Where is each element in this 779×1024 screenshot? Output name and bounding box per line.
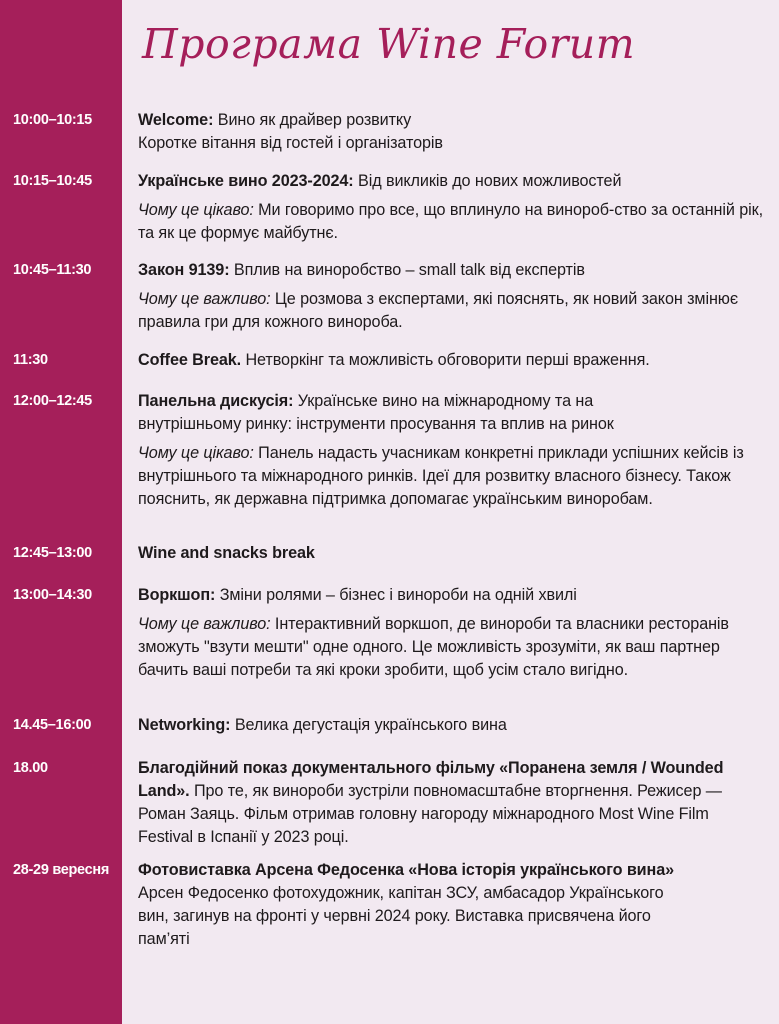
item-why-label: Чому це цікаво: xyxy=(138,201,254,219)
item-content xyxy=(138,349,766,372)
item-heading-rest: Велика дегустація українського вина xyxy=(230,716,507,734)
item-heading-rest: Зміни ролями – бізнес і винороби на одній хвилі xyxy=(215,586,577,604)
item-heading-rest: Вплив на виноробство – small talk від експертів xyxy=(229,261,585,279)
page-title: Програма Wine Forum xyxy=(142,20,636,68)
item-time: 10:45–11:30 xyxy=(13,262,92,278)
item-time: 18.00 xyxy=(13,760,48,776)
item-content xyxy=(138,757,766,849)
item-time: 14.45–16:00 xyxy=(13,717,92,733)
item-heading-rest: Вино як драйвер розвитку xyxy=(213,111,412,129)
item-why-text: Панель надасть учасникам конкретні приклади успішних кейсів із внутрішнього та міжнародного ринків. Ідеї для розвитку власного бізнесу. Також пояснить, як державна підтримка допомагає українським виноробам. xyxy=(138,444,744,508)
item-why-label: Чому це цікаво: xyxy=(138,444,254,462)
item-time: 12:45–13:00 xyxy=(13,545,92,561)
item-description: Арсен Федосенко фотохудожник, капітан ЗСУ, амбасадор Українського вин, загинув на фронті у червні 2024 року. Виставка присвячена його пам’яті xyxy=(138,884,664,948)
item-heading: Благодійний показ документального фільму «Поранена земля / Wounded Land». xyxy=(138,759,724,800)
item-content xyxy=(138,859,766,951)
item-time: 28-29 вересня xyxy=(13,862,110,878)
item-heading-rest: Про те, як винороби зустріли повномасштабне вторгнення. Режисер — Роман Заяць. Фільм отримав головну нагороду міжнародного Most Wine Film Festival в Іспанії у 2023 році. xyxy=(138,782,722,846)
item-why-label: Чому це важливо: xyxy=(138,615,271,633)
item-heading-rest: Від викликів до нових можливостей xyxy=(353,172,622,190)
item-why-text: Ми говоримо про все, що вплинуло на винороб-ство за останній рік, та як це формує майбутнє. xyxy=(138,201,763,242)
item-heading-rest: Нетворкінг та можливість обговорити перші враження. xyxy=(241,351,650,369)
item-content xyxy=(138,542,766,565)
item-heading: Українське вино 2023-2024: xyxy=(138,172,354,190)
item-heading: Coffee Break. xyxy=(138,351,242,369)
item-heading: Закон 9139: xyxy=(138,261,230,279)
item-why-text: Це розмова з експертами, які пояснять, як новий закон змінює правила гри для кожного винороба. xyxy=(138,290,738,331)
item-content xyxy=(138,109,766,155)
item-time: 10:00–10:15 xyxy=(13,112,92,128)
item-heading-rest: Українське вино на міжнародному та на внутрішньому ринку: інструменти просування та вплив на ринок xyxy=(138,392,614,433)
item-heading: Панельна дискусія: xyxy=(138,392,294,410)
item-heading: Фотовиставка Арсена Федосенка «Нова історія українського вина» xyxy=(138,861,675,879)
item-content xyxy=(138,259,766,334)
item-heading: Воркшоп: xyxy=(138,586,216,604)
item-heading: Wine and snacks break xyxy=(138,544,315,562)
item-time: 11:30 xyxy=(13,352,48,368)
item-content xyxy=(138,390,766,511)
item-content xyxy=(138,170,766,245)
item-content xyxy=(138,584,766,682)
item-time: 13:00–14:30 xyxy=(13,587,92,603)
item-heading: Welcome: xyxy=(138,111,214,129)
item-time: 10:15–10:45 xyxy=(13,173,92,189)
item-time: 12:00–12:45 xyxy=(13,393,92,409)
item-heading: Networking: xyxy=(138,716,231,734)
item-why-text: Інтерактивний воркшоп, де винороби та власники ресторанів зможуть "взути мешти" одне одного. Це можливість зрозуміти, як ваш партнер бачить ваші потреби та які кроки зробити, щоб усім стало вигідно. xyxy=(138,615,729,679)
item-why-label: Чому це важливо: xyxy=(138,290,271,308)
item-content xyxy=(138,714,766,737)
item-description: Коротке вітання від гостей і організаторів xyxy=(138,134,443,152)
